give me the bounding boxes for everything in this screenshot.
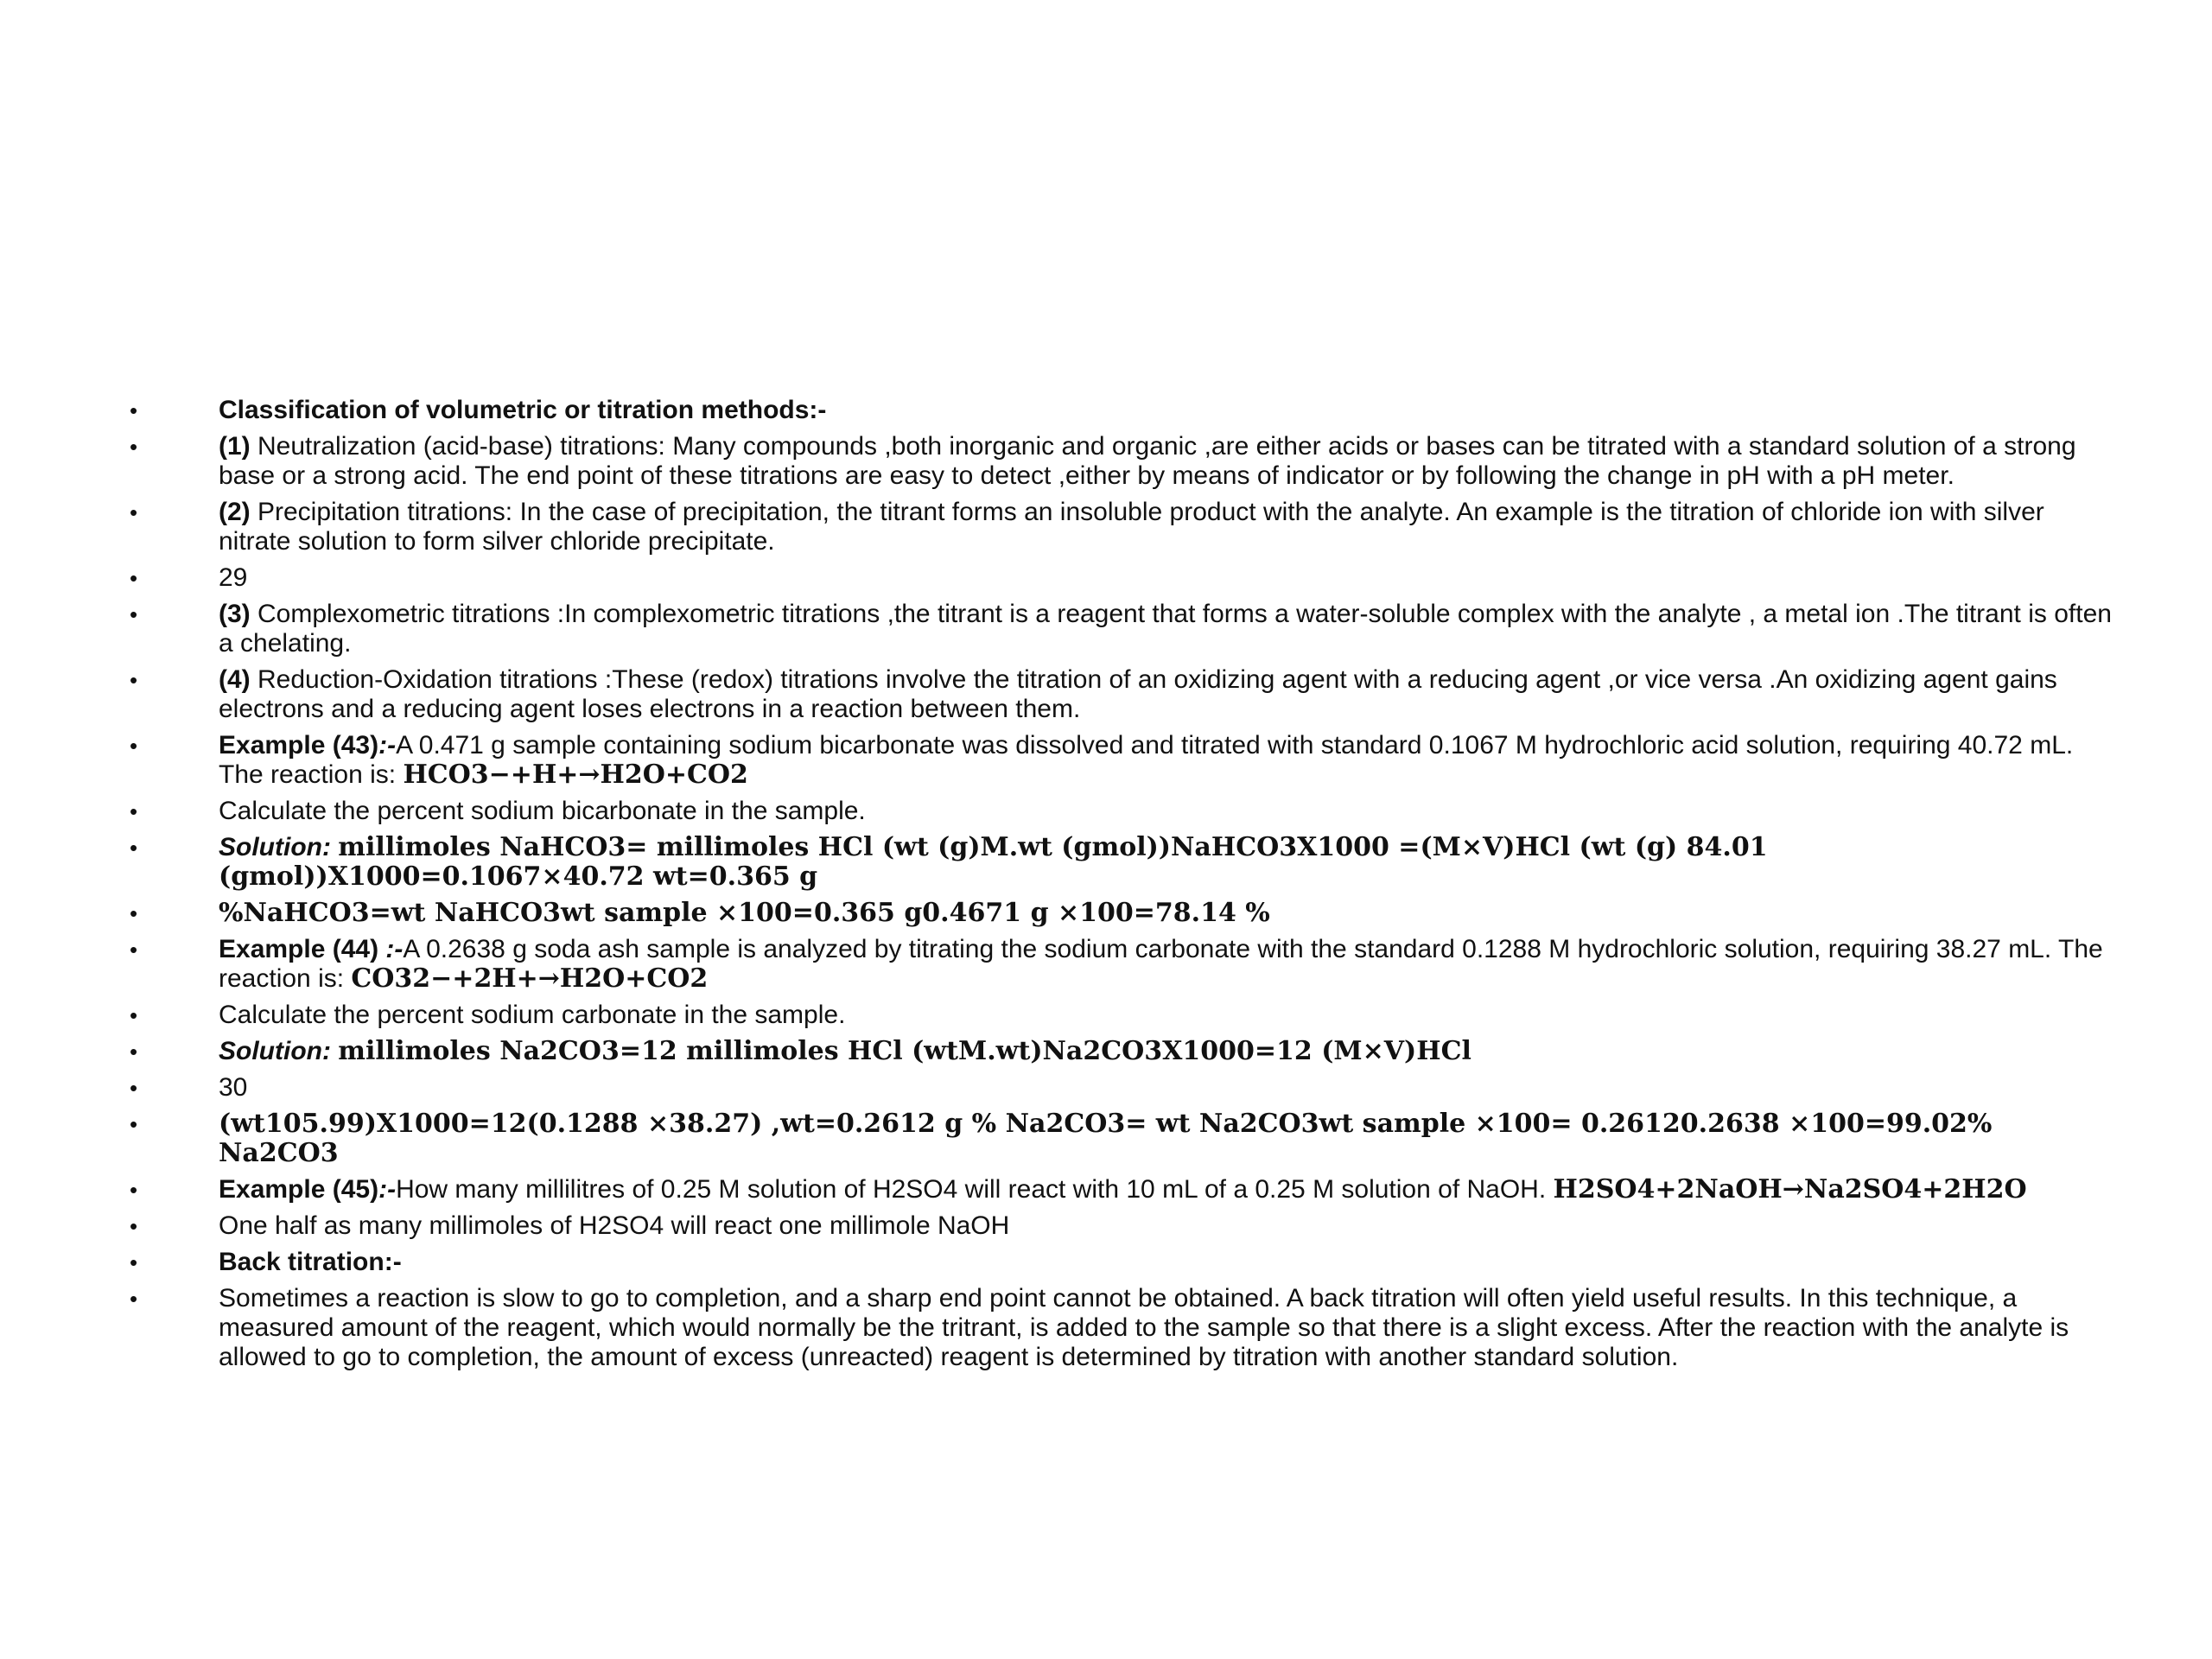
bullet-dot: • [130, 1177, 138, 1203]
text-segment: 30 [219, 1073, 248, 1102]
list-item [130, 563, 2117, 593]
list-item [130, 1037, 2117, 1066]
list-item [130, 1109, 2117, 1168]
text-segment: Example (43) [219, 731, 379, 760]
list-item [130, 432, 2117, 491]
list-item [130, 833, 2117, 892]
text-segment: Sometimes a reaction is slow to go to completion, and a sharp end point cannot be obtained. A back titration will often yield useful results. In this technique, a measured amount of the reagent, which would normally be the tritrant, is added to the sample so that there is a slight excess. After the reaction with the analyte is allowed to go to completion, the amount of excess (unreacted) reagent is determined by titration with another standard solution. [219, 1284, 2069, 1371]
bullet-dot: • [130, 798, 138, 824]
text-segment: Example (44) [219, 935, 386, 963]
list-item [130, 600, 2117, 658]
list-item [130, 396, 2117, 425]
bullet-dot: • [130, 601, 138, 627]
text-segment: Calculate the percent sodium carbonate in the sample. [219, 1001, 846, 1029]
list-item [130, 1211, 2117, 1241]
bullet-dot: • [130, 1213, 138, 1239]
text-segment: How many millilitres of 0.25 M solution of H2SO4 will react with 10 mL of a 0.25 M solution of NaOH. [396, 1175, 1554, 1204]
text-segment: A 0.2638 g soda ash sample is analyzed by titrating the sodium carbonate with the standard 0.1288 M hydrochloric solution, requiring 38.27 mL. The reaction is: [219, 935, 2103, 993]
bullet-dot: • [130, 900, 138, 926]
list-item [130, 899, 2117, 928]
text-segment: Classification of volumetric or titration methods:- [219, 396, 827, 424]
list-item [130, 1001, 2117, 1030]
text-segment: (2) [219, 498, 257, 526]
text-segment: millimoles Na2CO3=12 millimoles HCl (wtM.wt)Na2CO3X1000=12 (M×V)HCl [338, 1036, 1471, 1066]
bullet-dot: • [130, 434, 138, 460]
bullet-dot: • [130, 1249, 138, 1275]
text-segment: (1) [219, 432, 257, 461]
bullet-dot: • [130, 835, 138, 861]
list-item [130, 498, 2117, 556]
text-segment: H2SO4+2NaOH→Na2SO4+2H2O [1553, 1174, 2027, 1205]
text-segment: %NaHCO3=wt NaHCO3wt sample ×100=0.365 g0.4671 g ×100=78.14 % [219, 898, 1270, 928]
text-segment: Solution: [219, 833, 339, 861]
bullet-dot: • [130, 565, 138, 591]
bullet-dot: • [130, 733, 138, 759]
text-segment: (wt105.99)X1000=12(0.1288 ×38.27) ,wt=0.2612 g % Na2CO3= wt Na2CO3wt sample ×100= 0.26120.2638 ×100=99.02% Na2CO3 [219, 1109, 1993, 1168]
text-segment: :- [385, 935, 404, 963]
bullet-list [130, 396, 2117, 1379]
list-item [130, 1284, 2117, 1372]
list-item [130, 665, 2117, 724]
bullet-dot: • [130, 397, 138, 423]
bullet-dot: • [130, 499, 138, 525]
text-segment: :- [378, 731, 397, 760]
text-segment: (3) [219, 600, 257, 628]
bullet-dot: • [130, 1075, 138, 1101]
bullet-dot: • [130, 1002, 138, 1028]
list-item [130, 797, 2117, 826]
text-segment: A 0.471 g sample containing sodium bicarbonate was dissolved and titrated with standard 0.1067 M hydrochloric acid solution, requiring 40.72 mL. The reaction is: [219, 731, 2074, 789]
text-segment: Neutralization (acid-base) titrations: Many compounds ,both inorganic and organic ,are either acids or bases can be titrated with a standard solution of a strong base or a strong acid. The end point of these titrations are easy to detect ,either by means of indicator or by following the change in pH with a pH meter. [219, 432, 2076, 490]
text-segment: Back titration:- [219, 1248, 402, 1276]
bullet-dot: • [130, 1286, 138, 1312]
bullet-dot: • [130, 1111, 138, 1137]
text-segment: :- [378, 1175, 397, 1204]
list-item [130, 731, 2117, 790]
list-item [130, 935, 2117, 994]
list-item [130, 1248, 2117, 1277]
text-segment: Example (45) [219, 1175, 379, 1204]
list-item [130, 1175, 2117, 1205]
text-segment: Complexometric titrations :In complexometric titrations ,the titrant is a reagent that forms a water-soluble complex with the analyte , a metal ion .The titrant is often a chelating. [219, 600, 2112, 658]
text-segment: millimoles NaHCO3= millimoles HCl (wt (g)M.wt (gmol))NaHCO3X1000 =(M×V)HCl (wt (g) 84.01 (gmol))X1000=0.1067×40.72 wt=0.365 g [219, 832, 1768, 892]
text-segment: One half as many millimoles of H2SO4 will react one millimole NaOH [219, 1211, 1010, 1240]
text-segment: Calculate the percent sodium bicarbonate in the sample. [219, 797, 866, 825]
bullet-dot: • [130, 667, 138, 693]
list-item [130, 1073, 2117, 1103]
text-segment: Precipitation titrations: In the case of precipitation, the titrant forms an insoluble product with the analyte. An example is the titration of chloride ion with silver nitrate solution to form silver chloride precipitate. [219, 498, 2044, 556]
text-segment: 29 [219, 563, 248, 592]
bullet-dot: • [130, 937, 138, 963]
text-segment: (4) [219, 665, 257, 694]
text-segment: CO32−+2H+→H2O+CO2 [351, 963, 709, 994]
text-segment: Reduction-Oxidation titrations :These (redox) titrations involve the titration of an oxidizing agent with a reducing agent ,or vice versa .An oxidizing agent gains electrons and a reducing agent loses electrons in a reaction between them. [219, 665, 2057, 723]
bullet-dot: • [130, 1039, 138, 1065]
text-segment: HCO3−+H+→H2O+CO2 [403, 760, 748, 790]
text-segment: Solution: [219, 1037, 339, 1065]
